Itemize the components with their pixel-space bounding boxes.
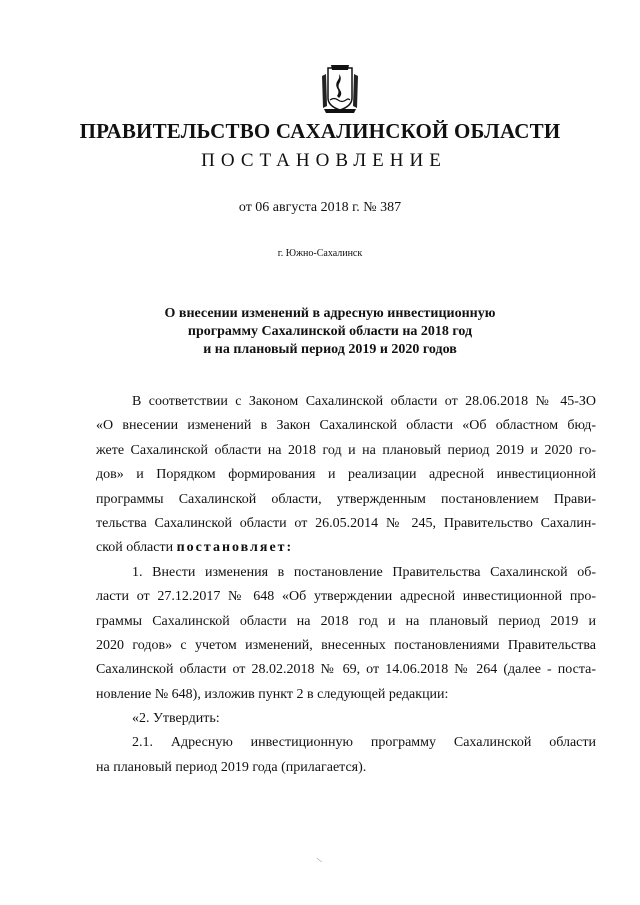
body-line: 1. Внести изменения в постановление Правительства Сахалинской об- bbox=[132, 564, 596, 580]
body-line: «2. Утвердить: bbox=[132, 711, 220, 727]
body-line: дов» и Порядком формирования и реализации адресной инвестиционной bbox=[96, 467, 596, 483]
body-line bbox=[96, 536, 596, 560]
body-text: ской области bbox=[96, 540, 177, 556]
organization-title: ПРАВИТЕЛЬСТВО САХАЛИНСКОЙ ОБЛАСТИ bbox=[79, 119, 561, 143]
scan-mark: / bbox=[314, 857, 325, 863]
document-body bbox=[96, 390, 596, 780]
body-line: новление № 648), изложив пункт 2 в следующей редакции: bbox=[96, 686, 449, 702]
body-line: ласти от 27.12.2017 № 648 «Об утверждении адресной инвестиционной про- bbox=[96, 589, 596, 605]
city-name: г. Южно-Сахалинск bbox=[277, 248, 363, 259]
resolution-keyword: постановляет: bbox=[176, 540, 294, 556]
body-line: Сахалинской области от 28.02.2018 № 69, от 14.06.2018 № 264 (далее - поста- bbox=[96, 662, 596, 678]
body-line: 2020 годов» с учетом изменений, внесенных постановлениями Правительства bbox=[96, 637, 596, 653]
body-line: 2.1. Адресную инвестиционную программу Сахалинской области bbox=[132, 735, 596, 751]
body-line: на плановый период 2019 года (прилагается). bbox=[96, 759, 367, 775]
body-line: программы Сахалинской области, утвержденным постановлением Прави- bbox=[96, 491, 596, 507]
title-line: программу Сахалинской области на 2018 год bbox=[187, 324, 473, 339]
body-line: жете Сахалинской области на 2018 год и на плановый период 2019 и 2020 го- bbox=[96, 442, 596, 458]
sakhalin-coat-of-arms-icon bbox=[318, 62, 362, 114]
document-title bbox=[100, 305, 560, 359]
title-line: и на плановый период 2019 и 2020 годов bbox=[203, 342, 457, 357]
title-line: О внесении изменений в адресную инвестиционную bbox=[164, 306, 496, 321]
document-type: ПОСТАНОВЛЕНИЕ bbox=[201, 150, 447, 171]
body-line: «О внесении изменений в Закон Сахалинской области «Об областном бюд- bbox=[96, 418, 596, 434]
body-line: тельства Сахалинской области от 26.05.2014 № 245, Правительство Сахалин- bbox=[96, 515, 596, 531]
body-line: граммы Сахалинской области на 2018 год и на плановый период 2019 и bbox=[96, 613, 596, 629]
body-line: В соответствии с Законом Сахалинской области от 28.06.2018 № 45-ЗО bbox=[132, 394, 596, 409]
date-and-number: от 06 августа 2018 г. № 387 bbox=[238, 200, 402, 215]
